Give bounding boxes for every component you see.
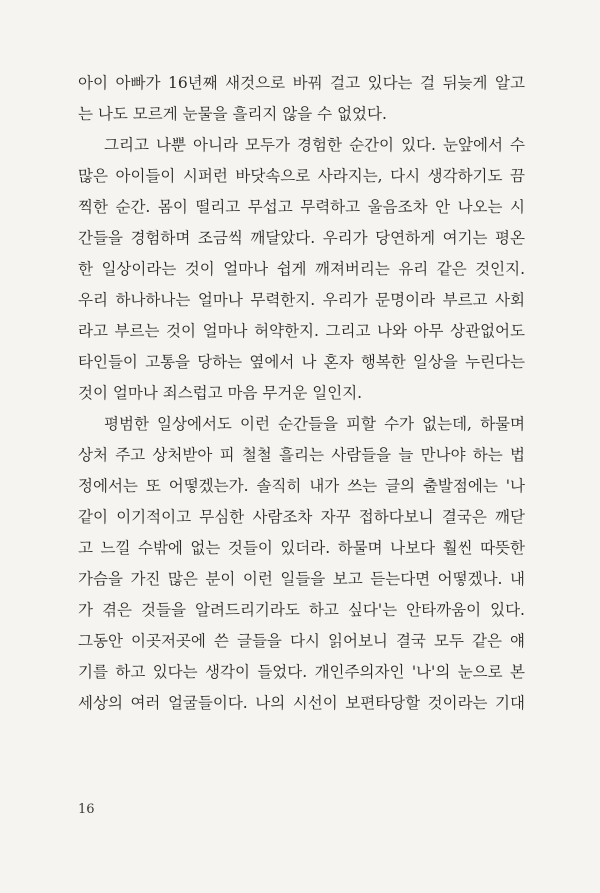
text-line: 상처 주고 상처받아 피 철철 흘리는 사람들을 늘 만나야 하는 법	[78, 446, 525, 464]
text-line: 한 일상이라는 것이 얼마나 쉽게 깨져버리는 유리 같은 것인지.	[78, 260, 525, 278]
text-line: 가 겪은 것들을 알려드리기라도 하고 싶다'는 안타까움이 있다.	[78, 601, 525, 619]
text-line: 기를 하고 있다는 생각이 들었다. 개인주의자인 '나'의 눈으로 본	[78, 663, 525, 681]
body-text	[78, 68, 525, 719]
text-line: 그동안 이곳저곳에 쓴 글들을 다시 읽어보니 결국 모두 같은 얘	[78, 632, 525, 650]
text-line: 우리 하나하나는 얼마나 무력한지. 우리가 문명이라 부르고 사회	[78, 291, 525, 309]
text-line: 간들을 경험하며 조금씩 깨달았다. 우리가 당연하게 여기는 평온	[78, 229, 525, 247]
text-line: 아이 아빠가 16년째 새것으로 바꿔 걸고 있다는 걸 뒤늦게 알고	[78, 74, 525, 92]
text-line: 것이 얼마나 죄스럽고 마음 무거운 일인지.	[78, 384, 363, 402]
text-line: 라고 부르는 것이 얼마나 허약한지. 그리고 나와 아무 상관없어도	[78, 322, 525, 340]
text-line: 평범한 일상에서도 이런 순간들을 피할 수가 없는데, 하물며	[104, 415, 525, 433]
text-line: 고 느낄 수밖에 없는 것들이 있더라. 하물며 나보다 훨씬 따뜻한	[78, 539, 525, 557]
page-number: 16	[78, 802, 95, 817]
text-line: 그리고 나뿐 아니라 모두가 경험한 순간이 있다. 눈앞에서 수	[104, 136, 525, 154]
text-line: 같이 이기적이고 무심한 사람조차 자꾸 접하다보니 결국은 깨닫	[78, 508, 525, 526]
text-line: 세상의 여러 얼굴들이다. 나의 시선이 보편타당할 것이라는 기대	[78, 694, 525, 712]
text-line: 타인들이 고통을 당하는 옆에서 나 혼자 행복한 일상을 누린다는	[78, 353, 525, 371]
text-line: 정에서는 또 어떻겠는가. 솔직히 내가 쓰는 글의 출발점에는 '나	[78, 477, 525, 495]
text-line: 가슴을 가진 많은 분이 이런 일들을 보고 듣는다면 어떻겠나. 내	[78, 570, 525, 588]
text-line: 찍한 순간. 몸이 떨리고 무섭고 무력하고 울음조차 안 나오는 시	[78, 198, 525, 216]
text-line: 많은 아이들이 시퍼런 바닷속으로 사라지는, 다시 생각하기도 끔	[78, 167, 525, 185]
text-line: 는 나도 모르게 눈물을 흘리지 않을 수 없었다.	[78, 105, 387, 123]
